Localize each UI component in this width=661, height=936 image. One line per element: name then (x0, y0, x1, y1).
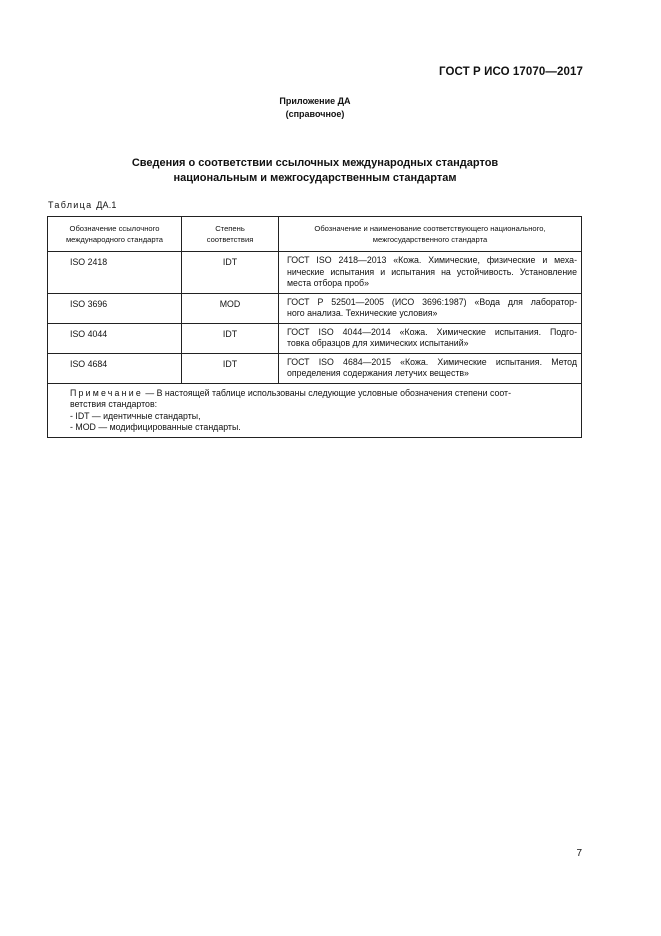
row-name-line: места отбора проб» (287, 278, 369, 288)
header-col3-line1: Обозначение и наименование соответствующего национального, (314, 223, 546, 233)
document-code: ГОСТ Р ИСО 17070—2017 (438, 66, 583, 78)
row-name-line: ГОСТ Р 52501—2005 (ИСО 3696:1987) «Вода для лаборатор- (287, 296, 577, 307)
table-note-row (48, 383, 582, 437)
row-standard-name (279, 252, 582, 294)
table-note (48, 383, 582, 437)
row-standard-name (279, 353, 582, 383)
row-degree: IDT (182, 323, 279, 353)
header-col2-line2: соответствия (206, 235, 254, 244)
header-col1-line1: Обозначение ссылочного (69, 223, 160, 233)
row-degree: MOD (182, 293, 279, 323)
note-label: Примечание (70, 387, 143, 398)
section-title-line-2: национальным и межгосударственным стандартам (173, 172, 457, 184)
annex-subtitle: (справочное) (285, 109, 345, 119)
table-row (48, 252, 582, 294)
table-row (48, 353, 582, 383)
row-standard-name (279, 323, 582, 353)
header-degree (182, 217, 279, 252)
row-name-line: определения содержания летучих веществ» (287, 368, 469, 378)
note-line-2: ветствия стандартов: (70, 399, 158, 409)
note-text: — В настоящей таблице использованы следующие условные обозначения степени соот- (142, 387, 512, 398)
row-degree: IDT (182, 353, 279, 383)
row-code: ISO 3696 (48, 293, 182, 323)
table-row (48, 293, 582, 323)
row-code: ISO 2418 (48, 252, 182, 294)
row-code: ISO 4044 (48, 323, 182, 353)
table-row (48, 323, 582, 353)
row-name-line: ГОСТ ISO 4044—2014 «Кожа. Химические испытания. Подго- (287, 326, 577, 337)
row-name-line: ГОСТ ISO 2418—2013 «Кожа. Химические, физические и меха- (287, 255, 577, 265)
header-col3-line2: межгосударственного стандарта (372, 235, 488, 244)
row-name-line: нические испытания и испытания на устойчивость. Установление (287, 266, 577, 277)
header-national-standard (279, 217, 582, 252)
row-standard-name (279, 293, 582, 323)
table-caption (48, 200, 117, 210)
annex-heading (0, 95, 630, 121)
note-item-idt: - IDT — идентичные стандарты, (70, 410, 201, 421)
annex-title: Приложение ДА (279, 96, 351, 106)
row-name-line: ного анализа. Технические условия» (287, 308, 438, 318)
correspondence-table (47, 216, 582, 438)
table-header-row (48, 217, 582, 252)
table-caption-label: Таблица (48, 200, 93, 210)
table-caption-number: ДА.1 (96, 200, 117, 210)
header-col2-line1: Степень (215, 223, 245, 233)
note-item-mod: - MOD — модифицированные стандарты. (70, 422, 241, 432)
row-name-line: ГОСТ ISO 4684—2015 «Кожа. Химические испытания. Метод (287, 356, 577, 367)
page-number: 7 (576, 848, 582, 859)
note-line-1 (70, 388, 576, 400)
row-name-line: товка образцов для химических испытаний» (287, 338, 469, 348)
section-title-line-1: Сведения о соответствии ссылочных международных стандартов (131, 157, 499, 169)
section-title (0, 156, 630, 186)
header-col1-line2: международного стандарта (65, 235, 164, 244)
row-degree: IDT (182, 252, 279, 294)
header-reference-standard (48, 217, 182, 252)
row-code: ISO 4684 (48, 353, 182, 383)
